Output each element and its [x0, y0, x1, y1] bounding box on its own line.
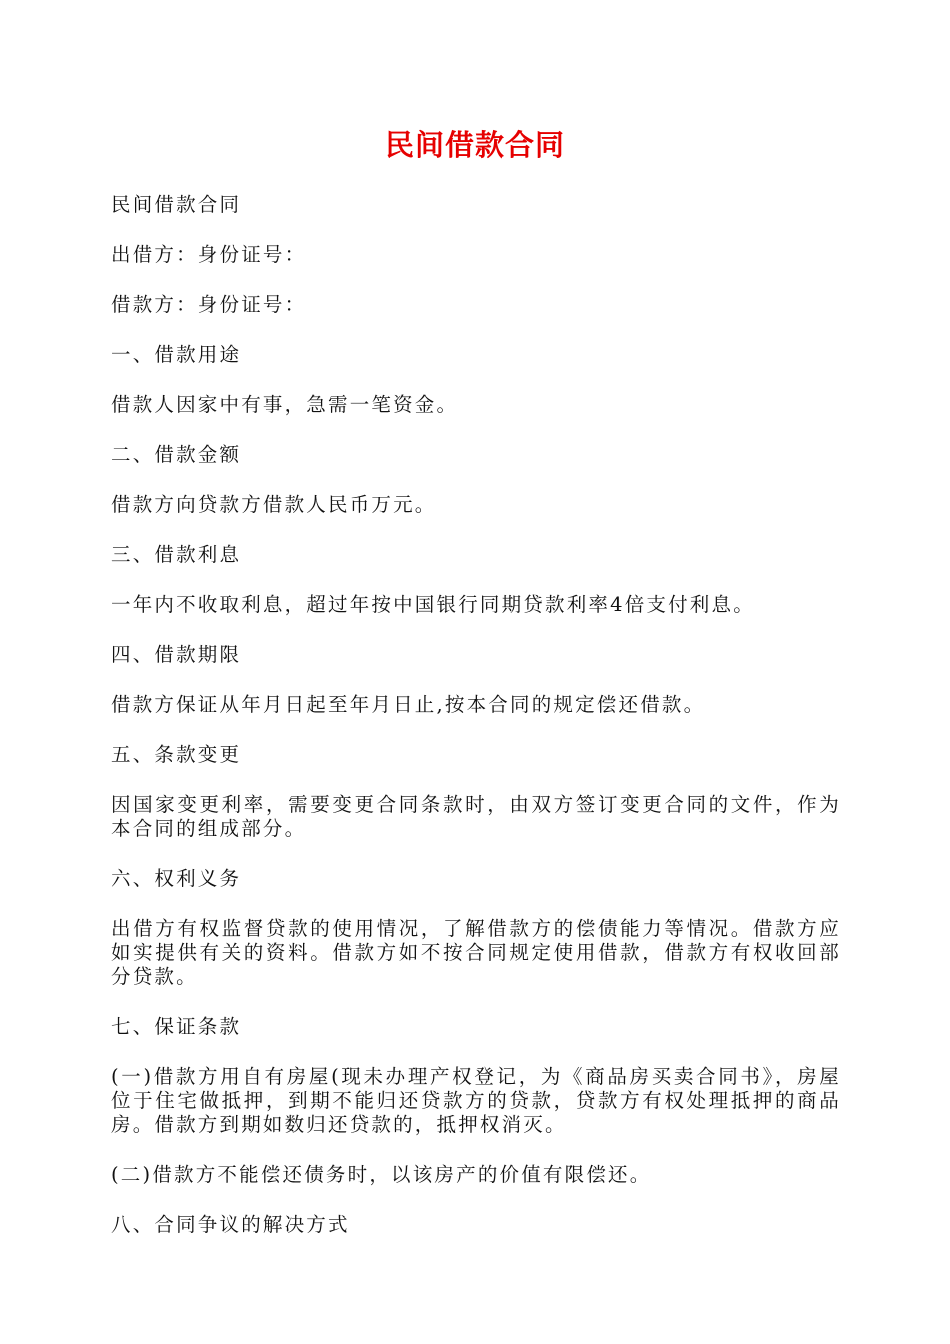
paragraph-guarantee-1: (一)借款方用自有房屋(现未办理产权登记，为《商品房买卖合同书》，房屋位于住宅做抵押，到期不能归还贷款方的贷款，贷款方有权处理抵押的商品房。借款方到期如数归还贷款的，抵押权消灭。	[111, 1065, 841, 1136]
paragraph-purpose: 借款人因家中有事，急需一笔资金。	[111, 393, 459, 416]
paragraph-lender: 出借方：身份证号：	[111, 243, 307, 266]
document-body	[111, 193, 841, 1263]
section-heading-purpose: 一、借款用途	[111, 343, 242, 366]
section-heading-dispute: 八、合同争议的解决方式	[111, 1213, 350, 1236]
section-heading-changes: 五、条款变更	[111, 743, 242, 766]
paragraph-borrower: 借款方：身份证号：	[111, 293, 307, 316]
paragraph-amount: 借款方向贷款方借款人民币万元。	[111, 493, 437, 516]
section-heading-amount: 二、借款金额	[111, 443, 242, 466]
section-heading-guarantee: 七、保证条款	[111, 1015, 242, 1038]
paragraph-interest: 一年内不收取利息，超过年按中国银行同期贷款利率4倍支付利息。	[111, 593, 755, 616]
paragraph-guarantee-2: (二)借款方不能偿还债务时，以该房产的价值有限偿还。	[111, 1163, 652, 1186]
paragraph-rights: 出借方有权监督贷款的使用情况，了解借款方的偿债能力等情况。借款方应如实提供有关的资料。借款方如不按合同规定使用借款，借款方有权收回部分贷款。	[111, 917, 841, 988]
section-heading-rights: 六、权利义务	[111, 867, 242, 890]
section-heading-interest: 三、借款利息	[111, 543, 242, 566]
document-title: 民间借款合同	[384, 128, 565, 162]
paragraph-term: 借款方保证从年月日起至年月日止,按本合同的规定偿还借款。	[111, 693, 706, 716]
paragraph-changes: 因国家变更利率，需要变更合同条款时，由双方签订变更合同的文件，作为本合同的组成部分。	[111, 793, 841, 840]
paragraph-subtitle: 民间借款合同	[111, 193, 242, 216]
section-heading-term: 四、借款期限	[111, 643, 242, 666]
